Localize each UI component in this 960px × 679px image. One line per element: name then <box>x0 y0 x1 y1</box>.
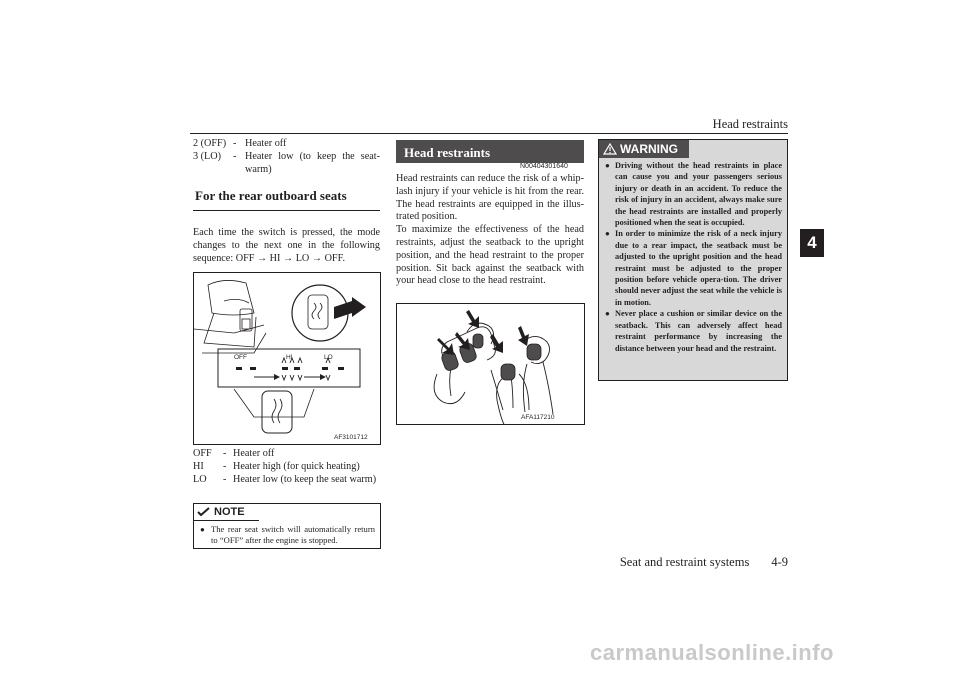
rear-seats-heading <box>193 187 380 211</box>
head-restraints-illustration <box>397 304 584 424</box>
sequence-paragraph: Each time the switch is pressed, the mode changes to the next one in the following sequence: OFF → HI → LO → OFF. <box>193 227 380 264</box>
note-text: The rear seat switch will automatically return to “OFF” after the engine is stopped. <box>211 524 375 545</box>
seat-heater-illustration <box>194 273 380 444</box>
legend-row-hi <box>193 461 380 474</box>
legend-row-lo <box>193 474 380 487</box>
middle-text <box>396 173 584 288</box>
legend-value: Heater low (to keep the seat warm) <box>233 473 377 485</box>
bullet-icon: ● <box>605 161 610 170</box>
note-item <box>194 521 380 546</box>
mode-key: 3 (LO) <box>193 150 222 162</box>
legend-value: Heater off <box>233 448 275 459</box>
pencil-icon <box>197 507 211 517</box>
footer-section: Seat and restraint systems <box>619 555 750 569</box>
section-title: For the rear outboard seats <box>195 188 347 204</box>
adjust-paragraph: To maximize the effectiveness of the head restraints, adjust the seatback to the upright position, and the head restraint to the proper position. Sit back against the seatback with your head close to the head restraint. <box>396 224 584 287</box>
legend-dash: - <box>223 460 227 472</box>
mode-value: Heater low (to keep the seat-warm) <box>245 150 380 175</box>
legend-dash: - <box>223 448 227 459</box>
header-rule <box>190 133 788 134</box>
figure-label-lo: LO <box>324 354 333 361</box>
warning-header <box>599 140 689 158</box>
section-code: N00404301640 <box>520 163 568 170</box>
legend-value: Heater high (for quick heating) <box>233 460 360 472</box>
bullet-icon: ● <box>605 309 610 319</box>
legend-key: LO <box>193 473 207 485</box>
warning-triangle-icon <box>603 143 617 155</box>
head-restraints-heading <box>396 140 584 163</box>
legend-dash: - <box>223 473 227 485</box>
figure-label-off: OFF <box>234 354 247 361</box>
chapter-tab[interactable]: 4 <box>800 229 824 257</box>
warning-item <box>605 228 782 308</box>
mode-row-lo <box>193 151 380 177</box>
note-heading: NOTE <box>214 506 245 518</box>
page-footer <box>618 555 788 570</box>
page-number: 4-9 <box>771 555 788 569</box>
bullet-icon: ● <box>605 229 610 239</box>
warning-text: Never place a cushion or similar device on the seatback. This can adversely affect head restraint performance by increasing the distance between your head and the restraint. <box>615 309 782 353</box>
mode-value: Heater off <box>245 138 287 149</box>
head-restraints-figure <box>396 303 585 425</box>
site-watermark[interactable]: carmanualsonline.info <box>590 640 834 665</box>
mode-dash: - <box>233 138 237 149</box>
left-column <box>193 138 380 266</box>
switch-legend <box>193 448 380 486</box>
warning-item <box>605 160 782 228</box>
figure-code: AFA117210 <box>521 414 555 421</box>
running-header-title: Head restraints <box>712 117 788 131</box>
warning-list <box>599 158 787 354</box>
note-box <box>193 503 381 549</box>
warning-text: Driving without the head restraints in place can cause you and your passengers serious injury or death in an accident. To reduce the risk of injury in an accident, always make sure the head restraints are installed and properly positioned when the seat is occupied. <box>615 161 782 228</box>
mode-key: 2 (OFF) <box>193 138 227 149</box>
mode-dash: - <box>233 150 237 162</box>
legend-key: OFF <box>193 448 212 459</box>
section-title: Head restraints <box>404 145 491 160</box>
figure-label-hi: HI <box>286 354 293 361</box>
warning-heading: WARNING <box>620 142 678 156</box>
mode-row-off <box>193 138 380 151</box>
legend-row-off <box>193 448 380 461</box>
bullet-icon: ● <box>200 525 205 534</box>
warning-text: In order to minimize the risk of a neck injury due to a rear impact, the seatback must be adjusted to the upright position and the head restraint must be adjusted to the proper position before vehicle opera-tion. The driver should never adjust the seat while the vehicle is in motion. <box>615 229 782 307</box>
warning-item <box>605 308 782 354</box>
warning-box <box>598 139 788 381</box>
intro-paragraph: Head restraints can reduce the risk of a whip-lash injury if your vehicle is hit from the rear. The head restraints are equipped in the illus-trated position. <box>396 173 584 223</box>
note-header <box>194 504 259 521</box>
seat-heater-switch-figure <box>193 272 381 445</box>
legend-key: HI <box>193 460 204 472</box>
figure-code: AF3101712 <box>334 434 368 441</box>
